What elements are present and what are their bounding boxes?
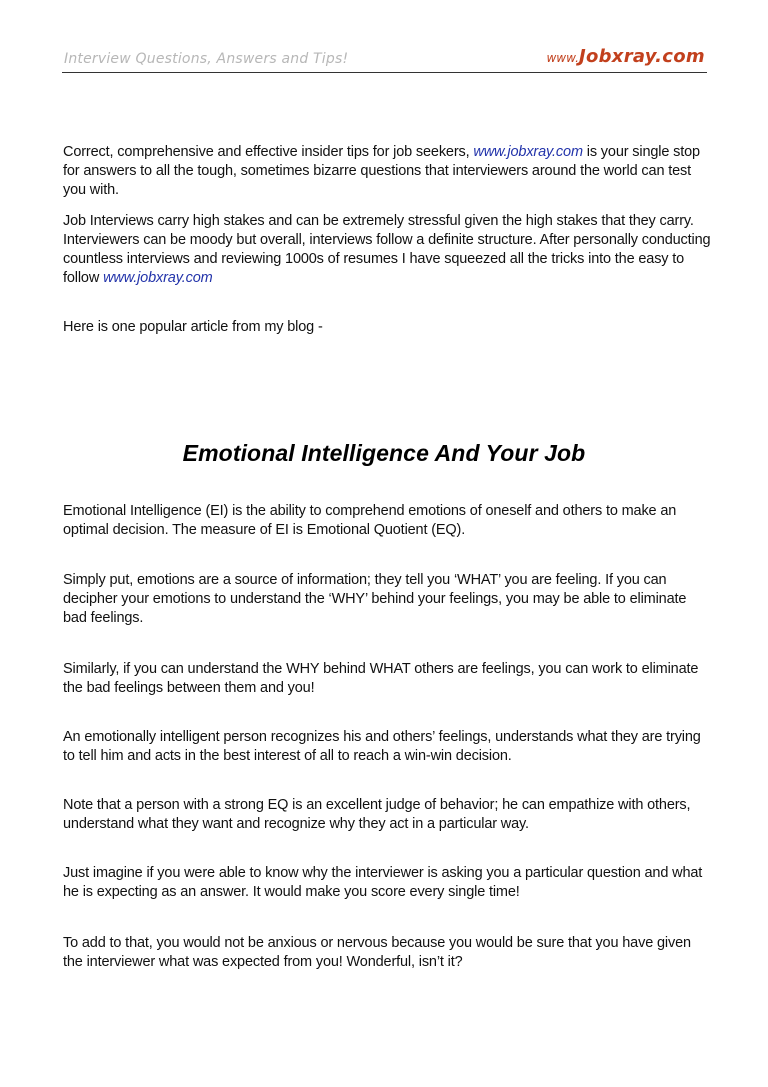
- header-tagline: Interview Questions, Answers and Tips!: [64, 51, 349, 67]
- article-paragraph-3: Similarly, if you can understand the WHY behind WHAT others are feelings, you can work to eliminate the bad feelings between them and you!: [63, 661, 699, 696]
- jobxray-link-2[interactable]: www.jobxray.com: [103, 270, 213, 286]
- jobxray-link-1[interactable]: www.jobxray.com: [473, 144, 583, 160]
- article-paragraph-1: Emotional Intelligence (EI) is the ability to comprehend emotions of oneself and others to make an optimal decision. The measure of EI is Emotional Quotient (EQ).: [63, 503, 677, 538]
- article-paragraph-7: To add to that, you would not be anxious or nervous because you would be sure that you have given the interviewer what was expected from you! Wonderful, isn’t it?: [63, 935, 691, 970]
- intro-paragraph-1: [63, 143, 713, 200]
- intro-paragraph-2: [63, 212, 713, 288]
- intro-p2-text: Job Interviews carry high stakes and can be extremely stressful given the high stakes that they carry. Interviewers can be moody but overall, interviews follow a definite structure. After personally conducting countless interviews and reviewing 1000s of resumes I have squeezed all the tricks into the easy to follow: [63, 213, 711, 286]
- article-paragraph-6: Just imagine if you were able to know why the interviewer is asking you a particular question and what he is expecting as an answer. It would make you score every single time!: [63, 865, 703, 900]
- article-paragraph-5: Note that a person with a strong EQ is an excellent judge of behavior; he can empathize with others, understand what they want and recognize why they act in a particular way.: [63, 797, 691, 832]
- article-paragraph-4: An emotionally intelligent person recognizes his and others’ feelings, understands what they are trying to tell him and acts in the best interest of all to reach a win-win decision.: [63, 729, 701, 764]
- page-header: [62, 48, 707, 73]
- header-brand[interactable]: [546, 46, 705, 67]
- intro-p1-text-after: is your single stop for answers to all the tough, sometimes bizarre questions that interviewers around the world can test you with.: [63, 144, 700, 198]
- article-paragraph-2: Simply put, emotions are a source of information; they tell you ‘WHAT’ you are feeling. If you can decipher your emotions to understand the ‘WHY’ behind your feelings, you may be able to eliminate bad feelings.: [63, 572, 687, 626]
- intro-p1-text-before: Correct, comprehensive and effective insider tips for job seekers,: [63, 144, 474, 160]
- article-title: Emotional Intelligence And Your Job: [182, 440, 586, 466]
- brand-name: Jobxray.com: [578, 46, 705, 67]
- intro-paragraph-3: Here is one popular article from my blog -: [63, 319, 323, 335]
- brand-prefix: www.: [546, 51, 579, 65]
